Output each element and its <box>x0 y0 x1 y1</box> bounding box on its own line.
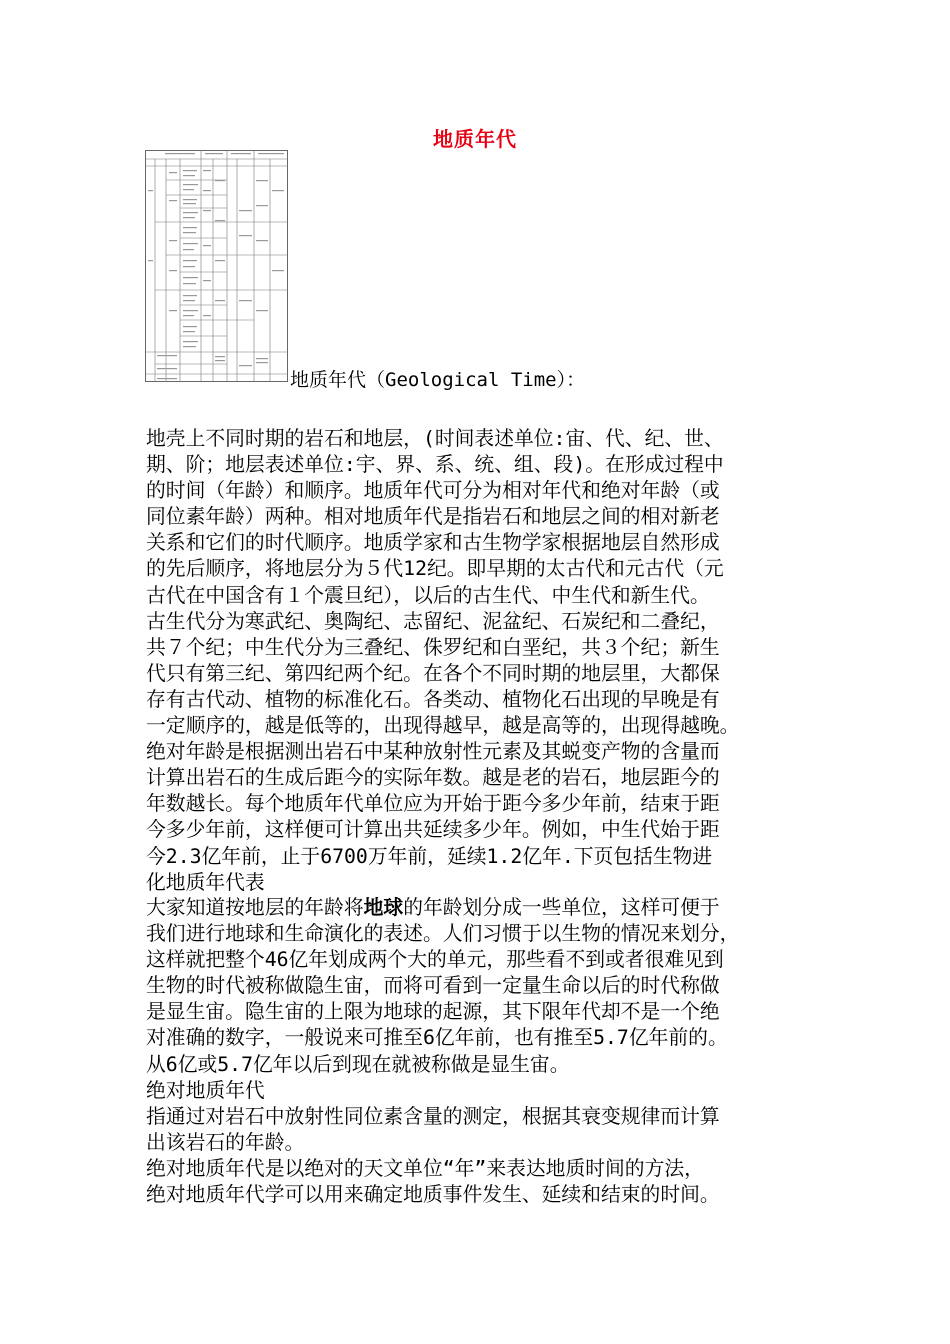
text-line: 计算出岩石的生成后距今的实际年数。越是老的岩石，地层距今的 <box>146 766 720 790</box>
text-line: 是显生宙。隐生宙的上限为地球的起源，其下限年代却不是一个绝 <box>146 1000 720 1024</box>
text-line: 这样就把整个46亿年划成两个大的单元，那些看不到或者很难见到 <box>146 948 724 972</box>
text-line: 的先后顺序，将地层分为５代12纪。即早期的太古代和元古代（元 <box>146 557 724 581</box>
text-line: 化地质年代表 <box>146 870 265 894</box>
text-line: 今2.3亿年前，止于6700万年前，延续1.2亿年.下页包括生物进 <box>146 844 713 868</box>
text-line: 一定顺序的，越是低等的，出现得越早，越是高等的，出现得越晚。 <box>146 714 740 738</box>
text-line: 我们进行地球和生命演化的表述。人们习惯于以生物的情况来划分， <box>146 922 740 946</box>
image-caption: 地质年代（Geological Time）： <box>290 369 586 391</box>
text-line: 代只有第三纪、第四纪两个纪。在各个不同时期的地层里，大都保 <box>146 661 720 685</box>
text-line: 生物的时代被称做隐生宙，而将可看到一定量生命以后的时代称做 <box>146 974 720 998</box>
earth-link[interactable]: 地球 <box>363 896 404 919</box>
text-line: 同位素年龄）两种。相对地质年代是指岩石和地层之间的相对新老 <box>146 505 720 529</box>
text-segment: 大家知道按地层的年龄将 <box>146 896 364 919</box>
text-line: 指通过对岩石中放射性同位素含量的测定，根据其衰变规律而计算 <box>146 1104 720 1128</box>
geological-timetable-image <box>145 150 288 382</box>
text-line: 出该岩石的年龄。 <box>146 1130 305 1154</box>
text-line: 绝对地质年代是以绝对的天文单位“年”来表达地质时间的方法， <box>146 1156 704 1180</box>
text-line: 地壳上不同时期的岩石和地层，(时间表述单位:宙、代、纪、世、 <box>146 427 724 450</box>
text-line <box>146 895 811 921</box>
section-heading-absolute-age: 绝对地质年代 <box>146 1078 265 1102</box>
text-line: 绝对年龄是根据测出岩石中某种放射性元素及其蜕变产物的含量而 <box>146 740 720 764</box>
text-segment: 的年龄划分成一些单位，这样可便于 <box>403 896 720 919</box>
text-line: 古代在中国含有１个震旦纪），以后的古生代、中生代和新生代。 <box>146 583 710 607</box>
page-title: 地质年代 <box>433 127 517 151</box>
text-line: 今多少年前，这样便可计算出共延续多少年。例如，中生代始于距 <box>146 818 720 842</box>
text-line: 共７个纪；中生代分为三叠纪、侏罗纪和白垩纪，共３个纪；新生 <box>146 635 720 659</box>
text-line: 从6亿或5.7亿年以后到现在就被称做是显生宙。 <box>146 1052 570 1076</box>
text-line: 年数越长。每个地质年代单位应为开始于距今多少年前，结束于距 <box>146 792 720 816</box>
text-line: 古生代分为寒武纪、奥陶纪、志留纪、泥盆纪、石炭纪和二叠纪， <box>146 609 720 633</box>
text-line: 绝对地质年代学可以用来确定地质事件发生、延续和结束的时间。 <box>146 1183 720 1207</box>
text-line: 期、阶；地层表述单位:宇、界、系、统、组、段)。在形成过程中 <box>146 453 724 477</box>
text-line: 存有古代动、植物的标准化石。各类动、植物化石出现的早晚是有 <box>146 687 720 711</box>
text-line: 关系和它们的时代顺序。地质学家和古生物学家根据地层自然形成 <box>146 531 720 555</box>
paragraph-eons <box>146 895 811 1208</box>
text-line: 对准确的数字，一般说来可推至6亿年前，也有推至5.7亿年前的。 <box>146 1026 728 1050</box>
paragraph-geological-time <box>146 426 811 896</box>
text-line: 的时间（年龄）和顺序。地质年代可分为相对年代和绝对年龄（或 <box>146 479 720 503</box>
